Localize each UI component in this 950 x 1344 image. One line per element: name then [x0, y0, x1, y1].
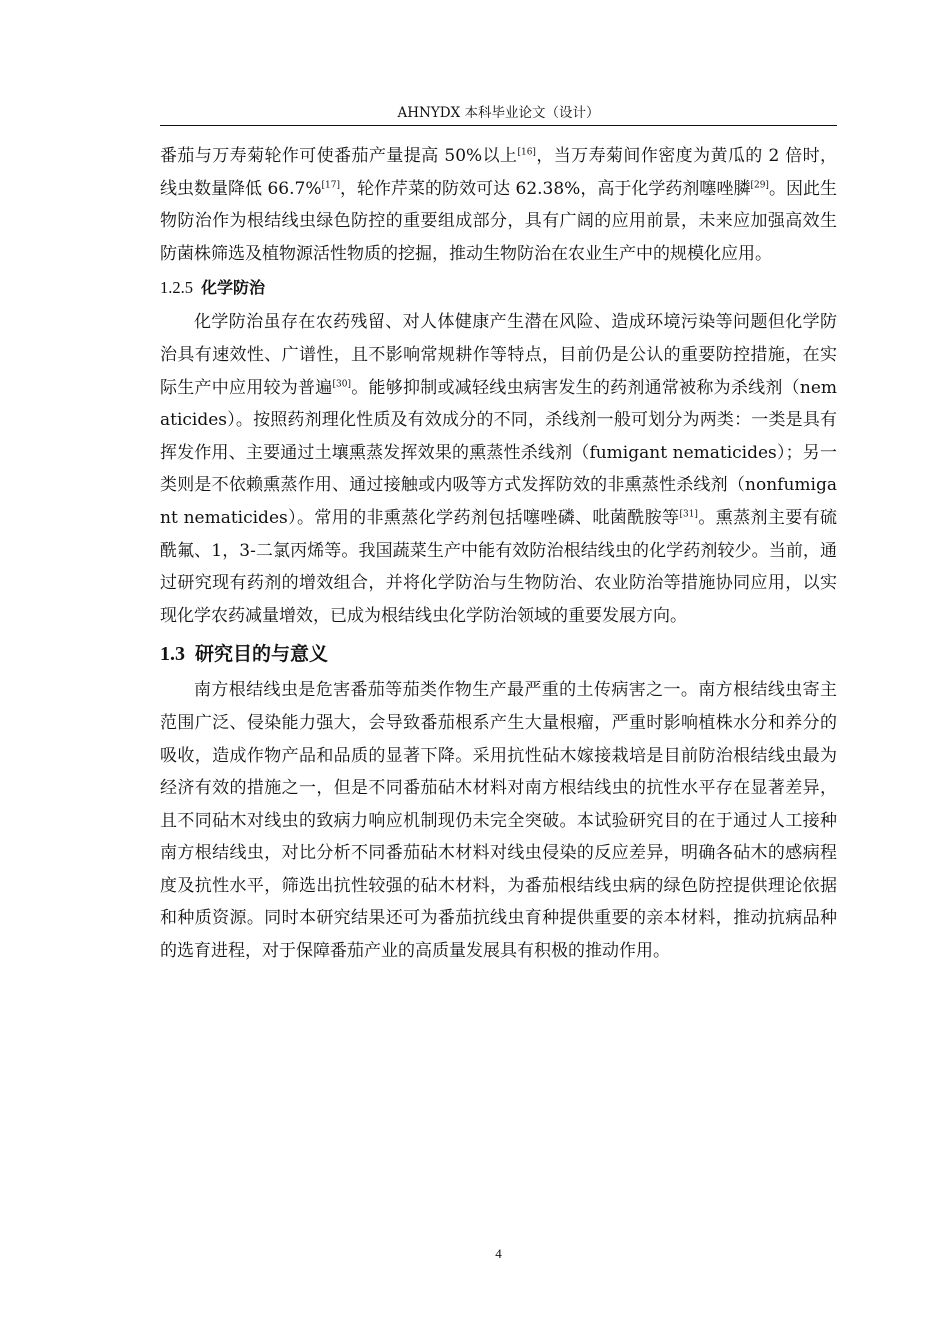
- page-number: 4: [495, 1246, 502, 1261]
- section-heading-1-2-5: [160, 270, 837, 306]
- text-run: 。熏蒸剂主要有硫酰氟、1，3-二氯丙烯等。我国蔬菜生产中能有效防治根结线虫的化学药剂较少。当前，通过研究现有药剂的增效组合，并将化学防治与生物防治、农业防治等措施协同应用，以实现化学农药减量增效，已成为根结线虫化学防治领域的重要发展方向。: [160, 507, 838, 626]
- paragraph-biological-control-end: [160, 140, 837, 270]
- section-title: 化学防治: [201, 278, 266, 298]
- text-run: ，轮作芹菜的防效可达 62.38%，高于化学药剂噻唑膦: [339, 178, 751, 199]
- citation-17: [17]: [321, 179, 340, 190]
- text-run: ，当万寿菊间作密度为黄瓜的 2 倍时，线虫数量降低 66.7%: [160, 146, 837, 199]
- section-title: 研究目的与意义: [195, 643, 329, 666]
- paragraph-research-purpose: 南方根结线虫是危害番茄等茄类作物生产最严重的土传病害之一。南方根结线虫寄主范围广泛、侵染能力强大，会导致番茄根系产生大量根瘤，严重时影响植株水分和养分的吸收，造成作物产品和品质的显著下降。采用抗性砧木嫁接栽培是目前防治根结线虫最为经济有效的措施之一，但是不同番茄砧木材料对南方根结线虫的抗性水平存在显著差异，且不同砧木对线虫的致病力响应机制现仍未完全突破。本试验研究目的在于通过人工接种南方根结线虫，对比分析不同番茄砧木材料对线虫侵染的反应差异，明确各砧木的感病程度及抗性水平，筛选出抗性较强的砧木材料，为番茄根结线虫病的绿色防控提供理论依据和种质资源。同时本研究结果还可为番茄抗线虫育种提供重要的亲本材料，推动抗病品种的选育进程，对于保障番茄产业的高质量发展具有积极的推动作用。: [160, 680, 837, 962]
- section-number: 1.3: [160, 643, 185, 666]
- paragraph-chemical-control: [160, 306, 837, 632]
- text-run: 。能够抑制或减轻线虫病害发生的药剂通常被称为杀线剂（nematicides）。按照药剂理化性质及有效成分的不同，杀线剂一般可划分为两类：一类是具有挥发作用、主要通过土壤熏蒸发挥效果的熏蒸性杀线剂（fumigant nematicides）；另一类则是不依赖熏蒸作用、通过接触或内吸等方式发挥防效的非熏蒸性杀线剂（nonfumigant nematicides）。常用的非熏蒸化学药剂包括噻唑磷、吡菌酰胺等: [160, 377, 838, 528]
- section-number: 1.2.5: [160, 278, 193, 298]
- citation-29: [29]: [750, 179, 769, 190]
- citation-16: [16]: [517, 147, 536, 158]
- citation-31: [31]: [679, 509, 698, 520]
- running-header: AHNYDX 本科毕业论文（设计）: [397, 105, 600, 121]
- header-rule: [160, 125, 837, 126]
- text-run: 。因此生物防治作为根结线虫绿色防控的重要组成部分，具有广阔的应用前景，未来应加强高效生防菌株筛选及植物源活性物质的挖掘，推动生物防治在农业生产中的规模化应用。: [160, 178, 837, 264]
- text-run: 番茄与万寿菊轮作可使番茄产量提高 50%以上: [160, 146, 518, 166]
- text-run: 化学防治虽存在农药残留、对人体健康产生潜在风险、造成环境污染等问题但化学防治具有速效性、广谱性，且不影响常规耕作等特点，目前仍是公认的重要防控措施，在实际生产中应用较为普遍: [160, 312, 837, 398]
- section-heading-1-3: [160, 632, 837, 674]
- page-body: [160, 140, 837, 968]
- citation-30: [30]: [332, 378, 352, 389]
